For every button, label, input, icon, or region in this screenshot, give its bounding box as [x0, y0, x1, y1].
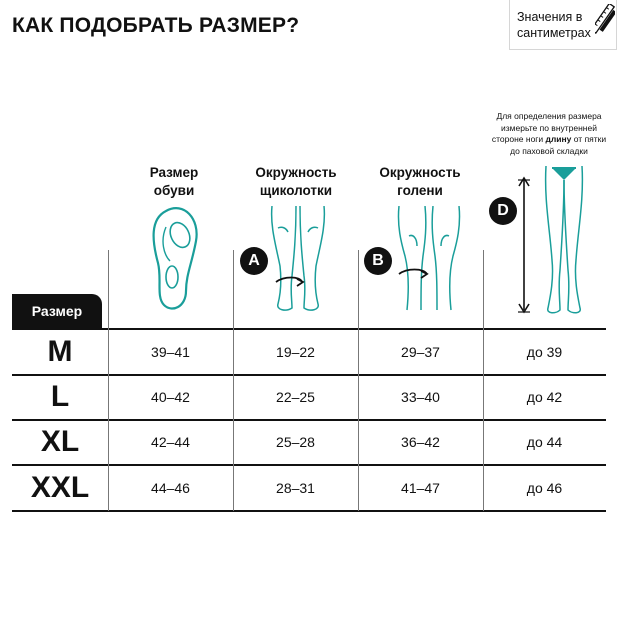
table-divider [358, 250, 359, 511]
units-badge [509, 0, 617, 50]
table-cell: до 44 [526, 434, 563, 450]
size-label: M [47, 335, 73, 368]
table-cell: 33–40 [401, 389, 440, 405]
table-divider [108, 250, 109, 511]
table-cell: до 46 [526, 480, 563, 496]
table-cell: 25–28 [276, 434, 315, 450]
measurement-note: Для определения размера измерьте по внутренней стороне ноги длину от пятки до паховой складки [491, 111, 607, 156]
table-line [12, 510, 606, 512]
table-cell: 44–46 [151, 480, 190, 496]
page-title: КАК ПОДОБРАТЬ РАЗМЕР? [12, 14, 300, 37]
leg-length-icon [516, 160, 592, 316]
ruler-pencil-icon [595, 4, 615, 36]
table-line [12, 419, 606, 421]
table-cell: 28–31 [276, 480, 315, 496]
table-line [12, 374, 606, 376]
table-divider [483, 250, 484, 511]
calf-legs-icon [395, 206, 463, 314]
table-cell: 36–42 [401, 434, 440, 450]
table-line [12, 328, 606, 330]
table-cell: 19–22 [276, 344, 315, 360]
table-divider [233, 250, 234, 511]
size-label: XXL [30, 471, 90, 504]
size-header: Размер [12, 294, 102, 328]
table-cell: 29–37 [401, 344, 440, 360]
table-cell: 42–44 [151, 434, 190, 450]
badge-d: D [489, 197, 517, 225]
table-cell: 41–47 [401, 480, 440, 496]
table-cell: 40–42 [151, 389, 190, 405]
badge-b: B [364, 247, 392, 275]
column-header-shoe: Размер обуви [149, 165, 199, 198]
table-line [12, 464, 606, 466]
badge-a: A [240, 247, 268, 275]
shoe-insole-icon [150, 205, 202, 313]
table-cell: 22–25 [276, 389, 315, 405]
column-header-ankle: Окружность щиколотки [255, 165, 337, 198]
column-header-calf: Окружность голени [379, 165, 461, 198]
size-label: XL [40, 425, 80, 458]
size-label: L [50, 380, 70, 413]
table-cell: до 42 [526, 389, 563, 405]
table-cell: до 39 [526, 344, 563, 360]
units-text: Значения в сантиметрах [517, 10, 591, 40]
table-cell: 39–41 [151, 344, 190, 360]
ankle-legs-icon [266, 206, 330, 314]
